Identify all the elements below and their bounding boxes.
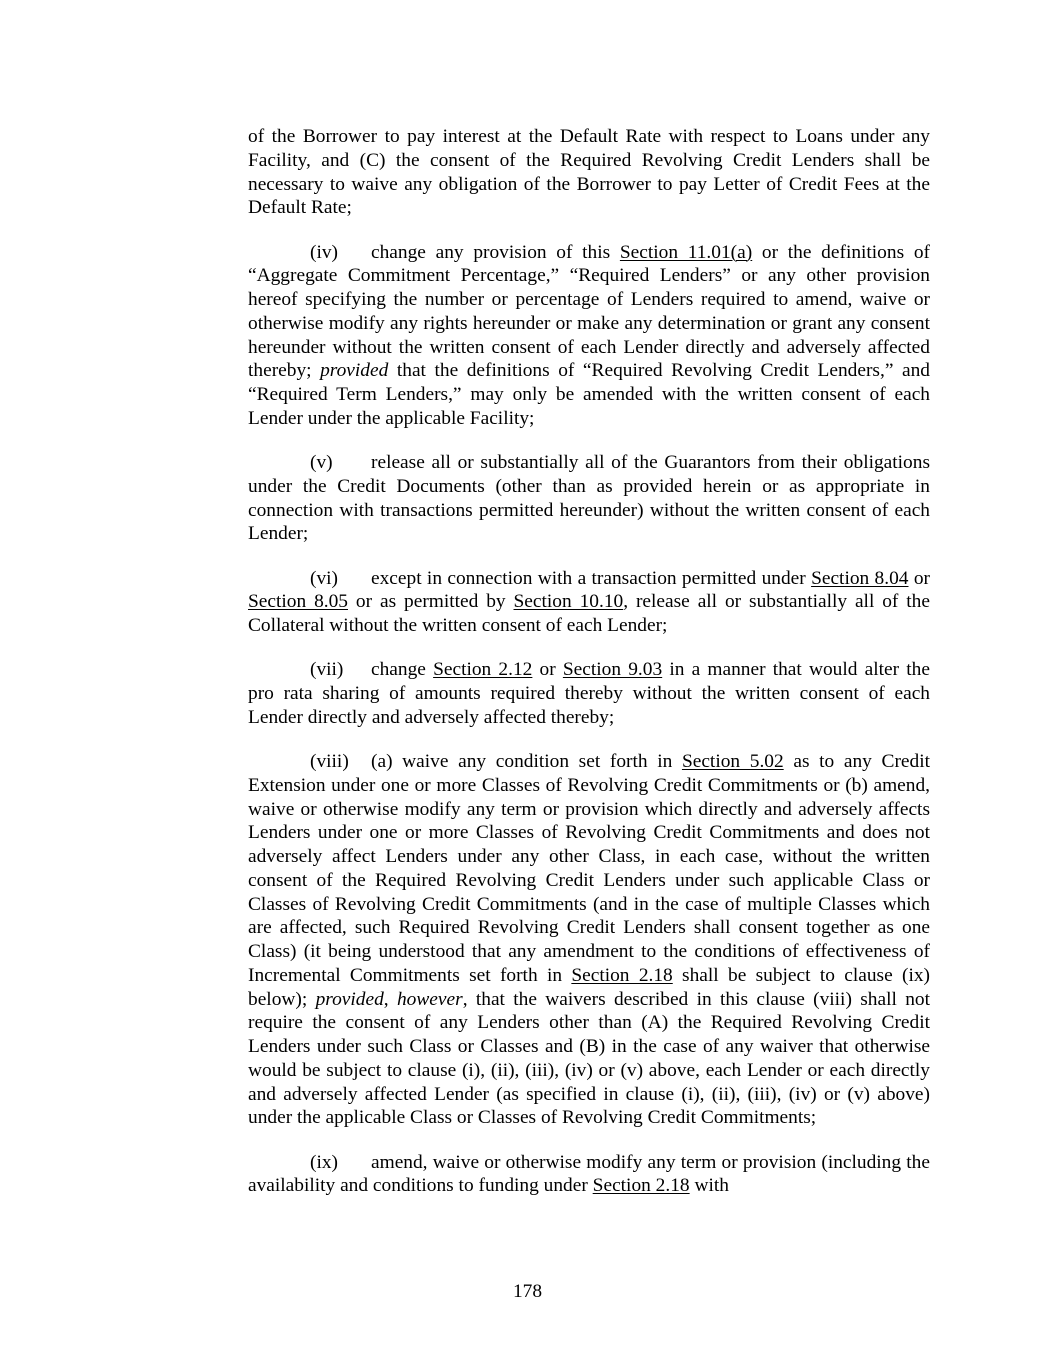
text-run: release all or substantially all of the Guarantors from their obligations under the Credit Documents (other than as provided herein or as appropriate in connection with transactions permitted hereunder) without the written consent of each Lender; [248,452,930,545]
paragraph-clause-vii [248,658,930,729]
clause-number: (vii) [310,659,344,681]
text-run: , release all or substantially all of the Collateral without the written consent of each Lender; [248,591,930,636]
text-run: or [908,567,930,589]
paragraph-clause-v [248,451,930,546]
section-reference-link: Section 2.12 [433,659,533,681]
paragraph-clause-ix [248,1151,930,1199]
text-run: with [689,1175,729,1197]
text-run: change [371,659,434,681]
text-run: (a) waive any condition set forth in [371,751,682,772]
text-run: change any provision of this [371,241,620,263]
emphasis-text: provided [320,360,389,382]
section-reference-link: Section 2.18 [592,1175,690,1197]
section-reference-link: Section 5.02 [681,751,784,772]
page-number: 178 [512,1281,543,1302]
section-reference-link: Section 9.03 [562,659,663,681]
text-run: or [532,659,563,681]
text-run: that the definitions of “Required Revolving Credit Lenders,” and “Required Term Lenders,” may only be amended with the written consent of each Lender under the applicable Facility; [248,360,930,429]
section-reference-link: Section 11.01(a) [619,241,753,263]
clause-number: (ix) [310,1151,338,1173]
clause-number: (v) [310,452,333,473]
text-run: except in connection with a transaction permitted under [371,567,812,589]
emphasis-text: provided [315,988,384,1010]
section-reference-link: Section 10.10 [513,591,624,613]
text-run: as to any Credit Extension under one or more Classes of Revolving Credit Commitments or (b) amend, waive or otherwise modify any term or provision which directly and adversely affects Lenders under one or more Classes of Revolving Credit Commitments and does not adversely affect Lenders under any other Class, in each case, without the written consent of the Required Revolving Credit Lenders under such applicable Class or Classes of Revolving Credit Commitments (and in the case of multiple Classes which are affected, such Required Revolving Credit Lenders shall consent together as one Class) (it being understood that any amendment to the conditions of effectiveness of Incremental Commitments set forth in [248,751,930,986]
text-run: shall be subject to clause (ix) below); [248,964,930,1010]
text-run: or the definitions of “Aggregate Commitment Percentage,” “Required Lenders” or any other provision hereof specifying the number or percentage of Lenders required to amend, waive or otherwise modify any rights hereunder or make any determination or grant any consent hereunder without the written consent of each Lender directly and adversely affected thereby; [248,241,930,382]
clause-number: (vi) [310,567,338,589]
clause-number: (viii) [310,751,349,772]
document-body [248,125,930,1219]
paragraph-clause-vi [248,567,930,638]
paragraph-clause-iv [248,241,930,431]
section-reference-link: Section 8.04 [811,567,909,589]
text-run: in a manner that would alter the pro rata sharing of amounts required thereby without the written consent of each Lender directly and adversely affected thereby; [248,659,930,728]
text-run: or as permitted by [348,591,514,613]
text-run: of the Borrower to pay interest at the Default Rate with respect to Loans under any Facility, and (C) the consent of the Required Revolving Credit Lenders shall be necessary to waive any obligation of the Borrower to pay Letter of Credit Fees at the Default Rate; [248,126,930,219]
text-run: , [383,988,397,1010]
emphasis-text: however [396,988,463,1010]
section-reference-link: Section 8.05 [248,591,348,613]
text-run: amend, waive or otherwise modify any term or provision (including the availability and conditions to funding under [248,1151,930,1197]
paragraph-continued [248,125,930,220]
clause-number: (iv) [310,241,338,263]
section-reference-link: Section 2.18 [571,964,673,986]
paragraph-clause-viii [248,750,930,1130]
text-run: , that the waivers described in this clause (viii) shall not require the consent of any Lenders other than (A) the Required Revolving Credit Lenders under such Class or Classes and (B) in the case of any waiver that otherwise would be subject to clause (i), (ii), (iii), (iv) or (v) above, each Lender or each directly and adversely affected Lender (as specified in clause (i), (ii), (iii), (iv) or (v) above) under the applicable Class or Classes of Revolving Credit Commitments; [248,988,930,1129]
